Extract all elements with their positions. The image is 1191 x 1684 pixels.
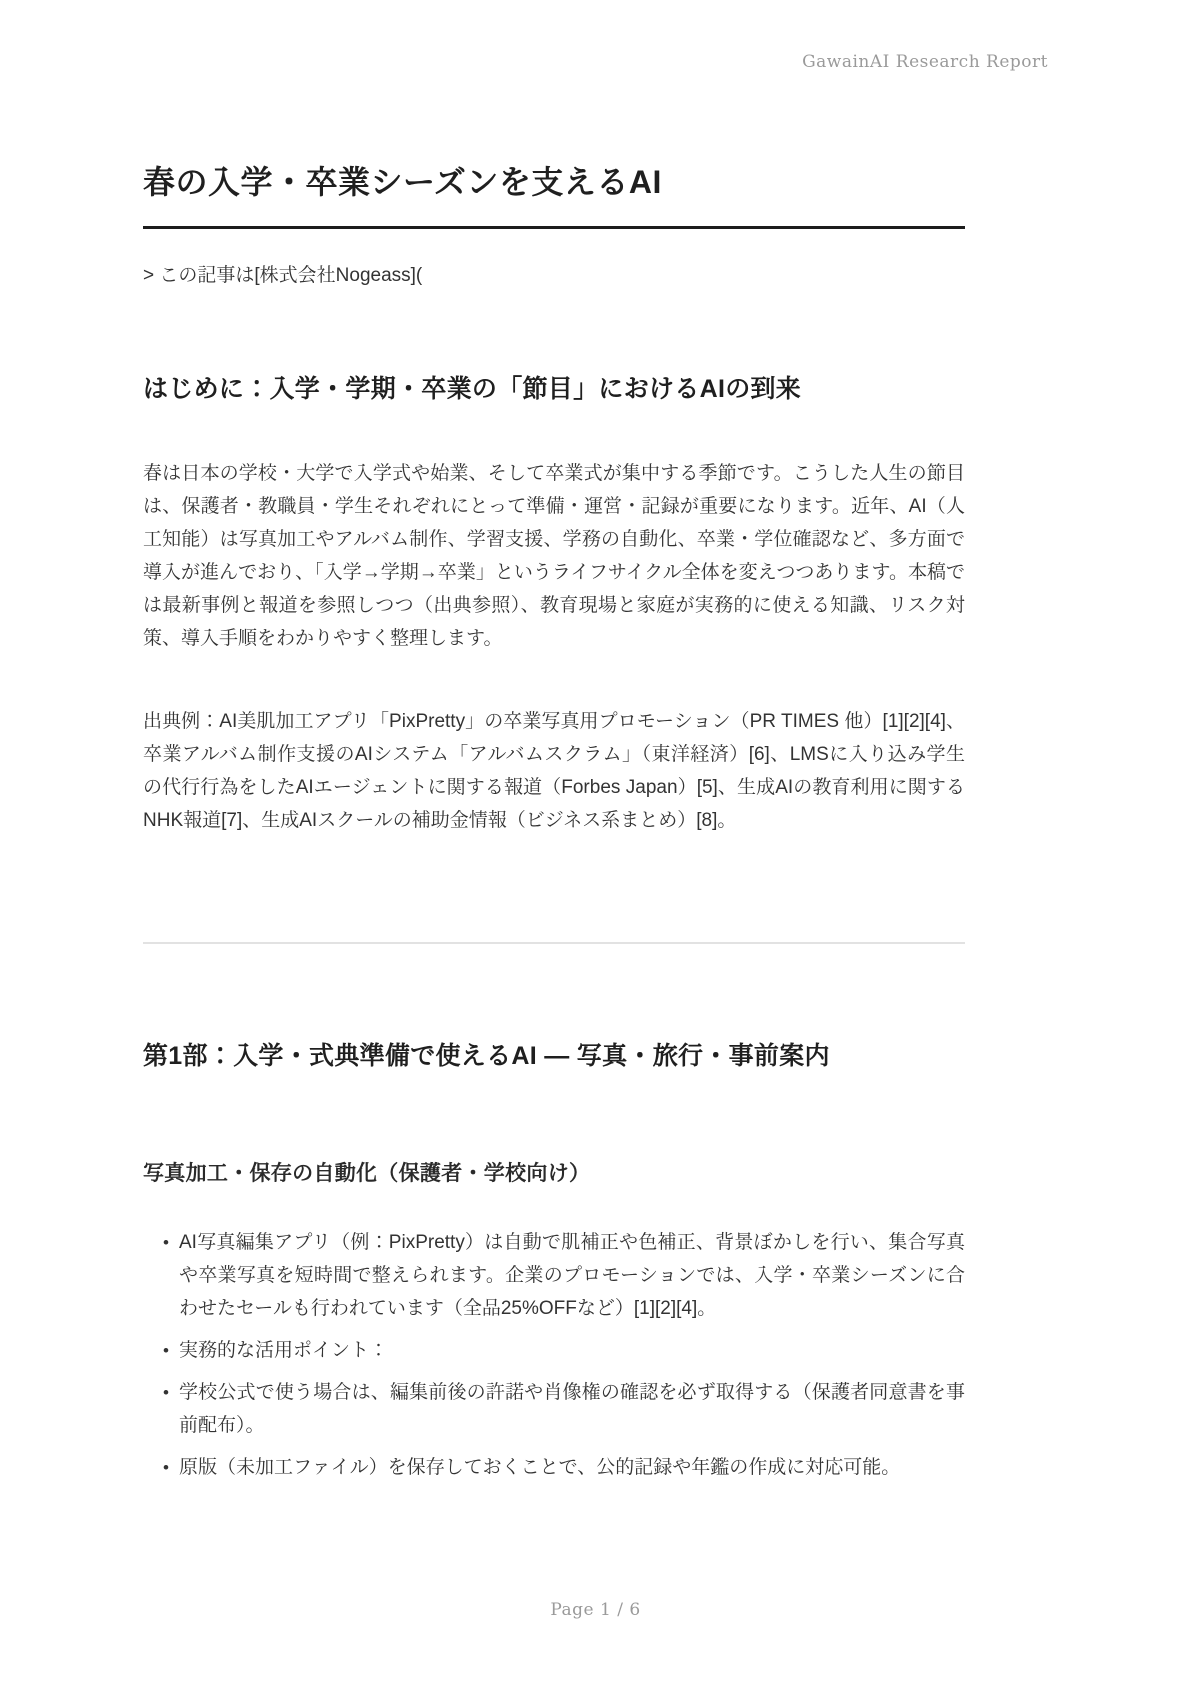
bullet-item: • 原版（未加工ファイル）を保存しておくことで、公的記録や年鑑の作成に対応可能。 (163, 1451, 965, 1484)
page-footer: Page 1 / 6 (550, 1600, 641, 1620)
photo-bullet-list (143, 1226, 965, 1484)
sources-paragraph: 出典例：AI美肌加工アプリ「PixPretty」の卒業写真用プロモーション（PR TIMES 他）[1][2][4]、卒業アルバム制作支援のAIシステム「アルバムスクラム」（東洋経済）[6]、LMSに入り込み学生の代行行為をしたAIエージェントに関する報道（Forbes Japan）[5]、生成AIの教育利用に関するNHK報道[7]、生成AIスクールの補助金情報（ビジネス系まとめ）[8]。 (143, 710, 965, 831)
report-header: GawainAI Research Report (802, 52, 1048, 72)
quote-line: > この記事は[株式会社Nogeass]( (143, 264, 423, 286)
bullet-item: • 実務的な活用ポイント： (163, 1334, 965, 1367)
intro-paragraph: 春は日本の学校・大学で入学式や始業、そして卒業式が集中する季節です。こうした人生の節目は、保護者・教職員・学生それぞれにとって準備・運営・記録が重要になります。近年、AI（人工知能）は写真加工やアルバム制作、学習支援、学務の自動化、卒業・学位確認など、多方面で導入が進んでおり、「入学→学期→卒業」というライフサイクル全体を変えつつあります。本稿では最新事例と報道を参照しつつ（出典参照）、教育現場と家庭が実務的に使える知識、リスク対策、導入手順をわかりやすく整理します。 (143, 462, 965, 649)
section-heading-part1: 第1部：入学・式典準備で使えるAI — 写真・旅行・事前案内 (143, 1041, 830, 1070)
bullet-item: • 学校公式で使う場合は、編集前後の許諾や肖像権の確認を必ず取得する（保護者同意書を事前配布）。 (163, 1376, 965, 1442)
document-title: 春の入学・卒業シーズンを支えるAI (143, 162, 965, 229)
document-content (143, 162, 965, 1484)
subsection-heading-photo: 写真加工・保存の自動化（保護者・学校向け） (143, 1161, 591, 1185)
section-divider (143, 942, 965, 944)
section-heading-intro: はじめに：入学・学期・卒業の「節目」におけるAIの到来 (143, 374, 802, 403)
bullet-item: • AI写真編集アプリ（例：PixPretty）は自動で肌補正や色補正、背景ぼかしを行い、集合写真や卒業写真を短時間で整えられます。企業のプロモーションでは、入学・卒業シーズンに合わせたセールも行われています（全品25%OFFなど）[1][2][4]。 (163, 1226, 965, 1325)
